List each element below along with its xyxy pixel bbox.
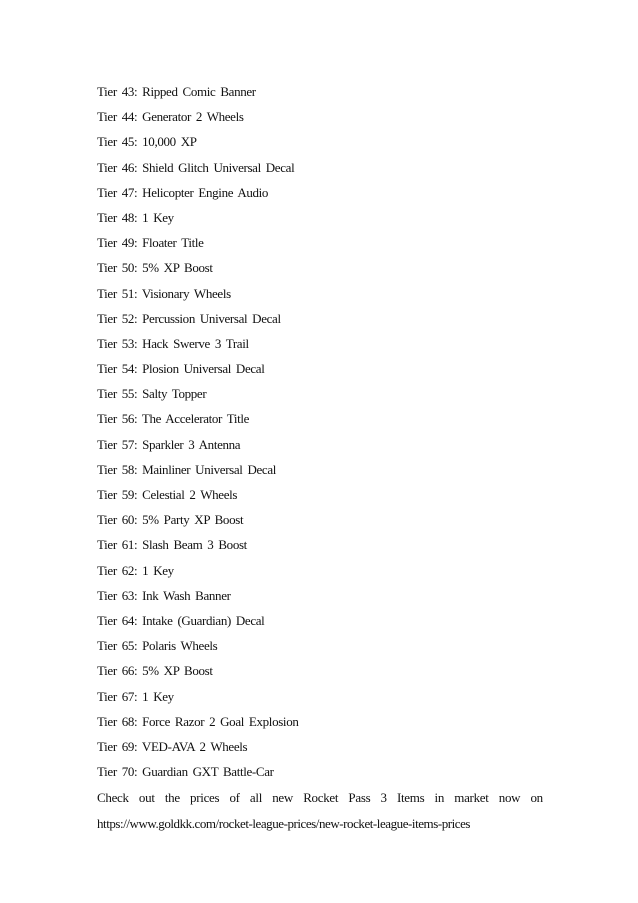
tier-line: Tier 56: The Accelerator Title (97, 411, 250, 427)
tier-line: Tier 45: 10,000 XP (97, 134, 197, 150)
tier-line: Tier 67: 1 Key (97, 688, 174, 704)
closing-word: market (454, 790, 489, 805)
tier-line: Tier 50: 5% XP Boost (97, 260, 213, 276)
closing-word: 3 (380, 790, 387, 805)
closing-sentence (97, 789, 543, 807)
tier-line: Tier 48: 1 Key (97, 209, 174, 225)
tier-line: Tier 52: Percussion Universal Decal (97, 310, 281, 326)
tier-line: Tier 70: Guardian GXT Battle-Car (97, 764, 274, 780)
tier-line: Tier 63: Ink Wash Banner (97, 587, 231, 603)
tier-line: Tier 46: Shield Glitch Universal Decal (97, 159, 295, 175)
closing-word: out (138, 790, 155, 805)
tier-reward-list (97, 83, 299, 788)
tier-line: Tier 55: Salty Topper (97, 386, 207, 402)
tier-line: Tier 43: Ripped Comic Banner (97, 84, 256, 99)
closing-word: in (434, 790, 445, 805)
closing-word: Items (396, 790, 425, 805)
tier-line: Tier 49: Floater Title (97, 235, 204, 251)
closing-word: Check (97, 790, 129, 805)
closing-word: the (164, 790, 180, 805)
closing-word: all (249, 790, 263, 805)
closing-word: now (498, 790, 521, 805)
tier-line: Tier 65: Polaris Wheels (97, 638, 218, 654)
tier-line: Tier 54: Plosion Universal Decal (97, 361, 265, 377)
tier-line: Tier 58: Mainliner Universal Decal (97, 461, 277, 477)
tier-line: Tier 53: Hack Swerve 3 Trail (97, 335, 249, 351)
closing-word: of (229, 790, 240, 805)
tier-line: Tier 64: Intake (Guardian) Decal (97, 612, 265, 628)
tier-line: Tier 51: Visionary Wheels (97, 285, 231, 301)
tier-line: Tier 44: Generator 2 Wheels (97, 109, 244, 125)
closing-word: Pass (348, 790, 371, 805)
tier-line: Tier 68: Force Razor 2 Goal Explosion (97, 713, 299, 729)
prices-url-link[interactable]: https://www.goldkk.com/rocket-league-prices/new-rocket-league-items-prices (97, 816, 471, 831)
tier-line: Tier 66: 5% XP Boost (97, 663, 213, 679)
tier-line: Tier 60: 5% Party XP Boost (97, 512, 244, 528)
tier-line: Tier 47: Helicopter Engine Audio (97, 184, 269, 200)
tier-line: Tier 57: Sparkler 3 Antenna (97, 436, 241, 452)
closing-word: on (530, 790, 543, 805)
tier-line: Tier 61: Slash Beam 3 Boost (97, 537, 247, 553)
closing-paragraph (97, 789, 543, 833)
closing-word: prices (190, 790, 220, 805)
tier-line: Tier 62: 1 Key (97, 562, 174, 578)
closing-word: Rocket (303, 790, 339, 805)
closing-word: new (272, 790, 293, 805)
tier-line: Tier 59: Celestial 2 Wheels (97, 487, 238, 502)
tier-line: Tier 69: VED-AVA 2 Wheels (97, 738, 248, 754)
